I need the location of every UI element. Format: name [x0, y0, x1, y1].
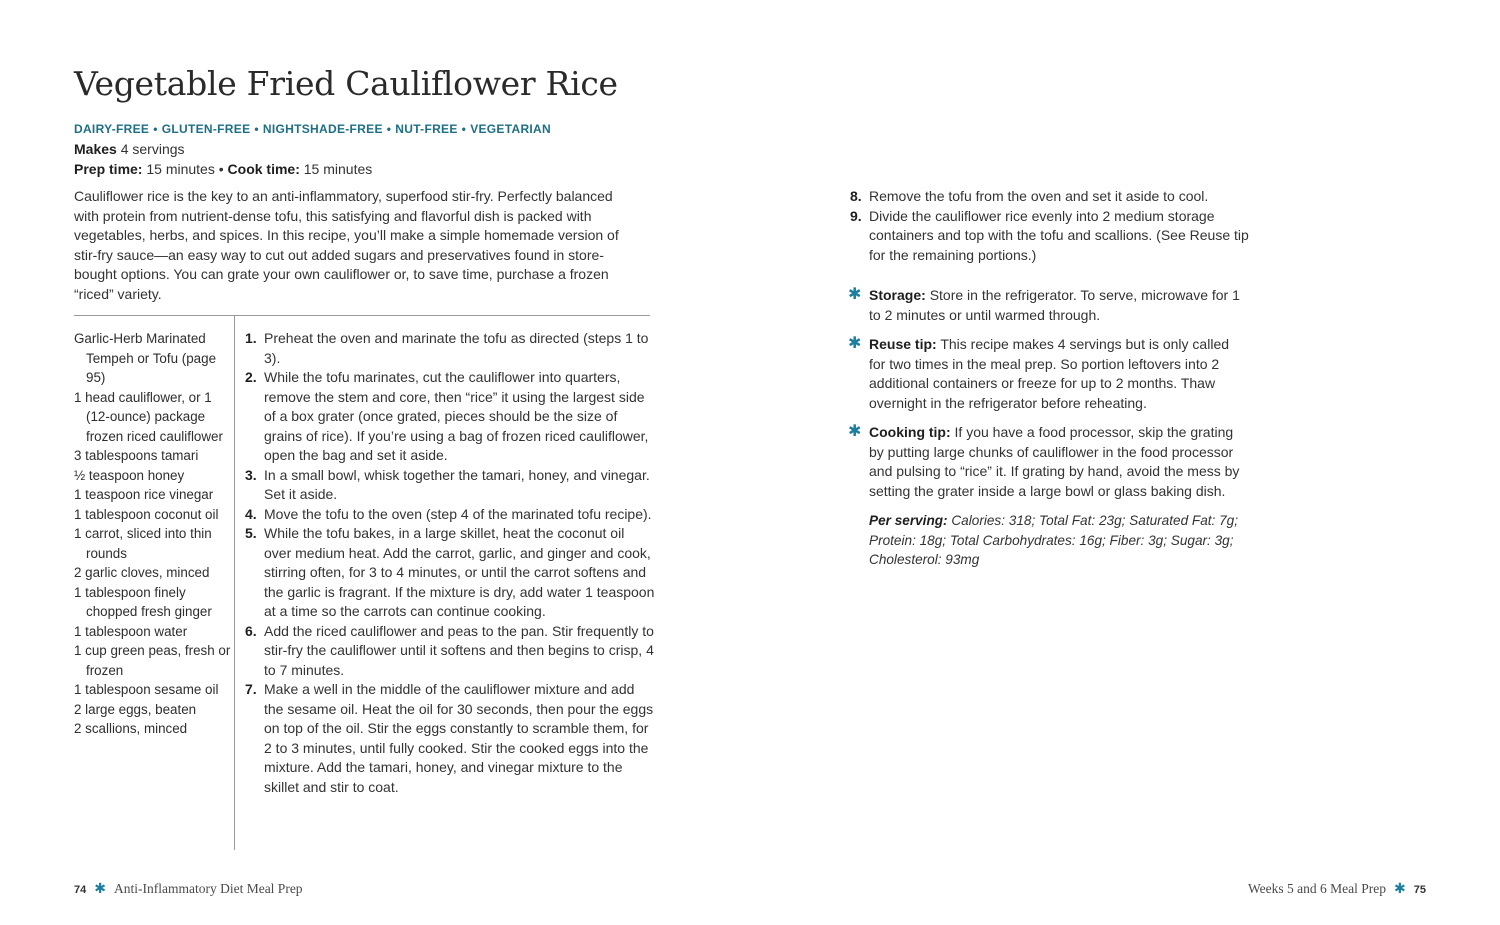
tag-nightshade-free: NIGHTSHADE-FREE	[262, 122, 383, 136]
tip-text: This recipe makes 4 servings but is only called for two times in the meal prep. So portion leftovers into 2 additional containers or freeze for up to 2 months. Thaw overnight in the refrigerator before reheating.	[869, 336, 1230, 411]
servings-line	[74, 141, 185, 157]
step-text: Divide the cauliflower rice evenly into 2 medium storage containers and top with the tofu and scallions. (See Reuse tip for the remaining portions.)	[869, 207, 1249, 263]
ingredient-item: 1 head cauliflower, or 1 (12-ounce) package frozen riced cauliflower	[74, 389, 223, 444]
step-text: Add the riced cauliflower and peas to the pan. Stir frequently to stir-fry the cauliflower until it softens and then begins to crisp, 4 to 7 minutes.	[264, 622, 654, 678]
makes-label: Makes	[74, 141, 117, 157]
step-item	[245, 466, 655, 505]
asterisk-icon: ✱	[848, 286, 862, 303]
recipe-title: Vegetable Fried Cauliflower Rice	[74, 64, 618, 103]
tag-separator: •	[153, 122, 158, 136]
step-text: Make a well in the middle of the cauliflower mixture and add the sesame oil. Heat the oil for 30 seconds, then pour the eggs on top of the oil. Stir the eggs constantly to scramble them, for 2 to 3 minutes, until fully cooked. Stir the cooked eggs into the mixture. Add the tamari, honey, and vinegar mixture to the skillet and stir to coat.	[264, 681, 654, 795]
step-number: 7.	[245, 681, 257, 697]
ingredient-item: 3 tablespoons tamari	[74, 448, 199, 463]
ingredient-item: Garlic-Herb Marinated Tempeh or Tofu (page 95)	[74, 331, 217, 385]
step-item	[245, 680, 655, 797]
step-item	[245, 505, 655, 525]
nutrition-label: Per serving:	[869, 513, 948, 528]
step-number: 3.	[245, 466, 257, 483]
recipe-intro: Cauliflower rice is the key to an anti-inflammatory, superfood stir-fry. Perfectly balanced with protein from nutrient-dense tofu, this satisfying and flavorful dish is packed with vegetables, herbs, and spices. In this recipe, you’ll make a simple homemade version of stir-fry sauce—an easy way to cut out added sugars and preservatives found in store-bought options. You can grate your own cauliflower or, to save time, purchase a frozen “riced” variety.	[74, 188, 619, 302]
step-text: While the tofu bakes, in a large skillet, heat the coconut oil over medium heat. Add the carrot, garlic, and ginger and cook, stirring often, for 3 to 4 minutes, or until the carrot softens and the garlic is fragrant. If the mixture is dry, add water 1 teaspoon at a time so the carrots can continue cooking.	[264, 525, 655, 619]
ingredient-item: 1 cup green peas, fresh or frozen	[74, 643, 231, 678]
time-separator: •	[218, 161, 224, 177]
step-number: 4.	[245, 505, 257, 522]
diet-tags	[74, 122, 551, 136]
footer-right	[1248, 880, 1426, 897]
ingredient-item: ½ teaspoon honey	[74, 467, 185, 483]
step-text: In a small bowl, whisk together the tamari, honey, and vinegar. Set it aside.	[264, 466, 650, 502]
tip-item	[848, 286, 1248, 325]
vertical-divider	[234, 316, 235, 850]
cook-value: 15 minutes	[303, 161, 373, 177]
prep-label: Prep time:	[74, 161, 143, 177]
step-number: 5.	[245, 525, 257, 541]
step-number: 8.	[850, 188, 862, 204]
step-item	[245, 622, 655, 681]
tag-dairy-free: DAIRY-FREE	[74, 122, 150, 136]
tip-text: If you have a food processor, skip the grating by putting large chunks of cauliflower in the food processor and pulsing to “rice” it. If grating by hand, avoid the mess by setting the grater inside a large bowl or glass baking dish.	[869, 424, 1240, 499]
step-number: 2.	[245, 369, 257, 385]
ingredient-list	[74, 329, 232, 739]
steps-list-right	[850, 187, 1250, 265]
makes-value: 4 servings	[120, 141, 185, 157]
ingredient-item: 1 carrot, sliced into thin rounds	[74, 526, 212, 561]
ingredient-item: 1 tablespoon water	[74, 623, 188, 639]
asterisk-icon: ✱	[1394, 880, 1406, 896]
step-number: 6.	[245, 622, 257, 639]
cook-label: Cook time:	[227, 161, 300, 177]
ingredient-item: 1 tablespoon coconut oil	[74, 506, 219, 522]
tip-label: Reuse tip:	[869, 336, 937, 352]
step-item	[245, 368, 655, 466]
asterisk-icon: ✱	[848, 423, 862, 440]
horizontal-divider	[74, 315, 650, 316]
running-head-left: Anti-Inflammatory Diet Meal Prep	[113, 881, 303, 896]
step-item	[245, 329, 655, 368]
tips-section	[848, 286, 1248, 511]
tip-label: Cooking tip:	[869, 424, 951, 440]
ingredient-item: 1 tablespoon sesame oil	[74, 682, 219, 697]
steps-list-left	[245, 329, 655, 797]
nutrition-text: Calories: 318; Total Fat: 23g; Saturated Fat: 7g; Protein: 18g; Total Carbohydrates: 16g; Fiber: 3g; Sugar: 3g; Cholesterol: 93mg	[869, 513, 1239, 567]
step-text: Preheat the oven and marinate the tofu as directed (steps 1 to 3).	[264, 330, 649, 366]
ingredient-item: 2 large eggs, beaten	[74, 701, 197, 717]
step-text: While the tofu marinates, cut the cauliflower into quarters, remove the stem and core, then “rice” it using the largest side of a box grater (once grated, pieces should be the size of grains of rice). If you’re using a bag of frozen riced cauliflower, open the bag and set it aside.	[264, 369, 649, 463]
prep-value: 15 minutes	[146, 161, 215, 177]
step-item	[245, 524, 655, 622]
time-line	[74, 161, 372, 177]
asterisk-icon: ✱	[848, 335, 862, 352]
step-text: Move the tofu to the oven (step 4 of the marinated tofu recipe).	[264, 505, 652, 522]
nutrition-info	[869, 511, 1249, 570]
ingredient-item: 2 garlic cloves, minced	[74, 565, 210, 580]
step-text: Remove the tofu from the oven and set it aside to cool.	[869, 188, 1209, 204]
page-number-right: 75	[1413, 884, 1426, 896]
step-number: 1.	[245, 330, 257, 346]
footer-left	[74, 880, 303, 897]
ingredient-item: 2 scallions, minced	[74, 721, 188, 736]
tag-gluten-free: GLUTEN-FREE	[161, 122, 251, 136]
tip-item	[848, 423, 1248, 501]
tag-separator: •	[254, 122, 259, 136]
ingredient-item: 1 tablespoon finely chopped fresh ginger	[74, 584, 212, 619]
ingredient-item: 1 teaspoon rice vinegar	[74, 487, 214, 502]
page-number-left: 74	[74, 884, 87, 896]
asterisk-icon: ✱	[94, 880, 106, 896]
step-item	[850, 187, 1250, 207]
tag-separator: •	[461, 122, 467, 136]
tag-separator: •	[386, 122, 392, 136]
tag-vegetarian: VEGETARIAN	[470, 122, 551, 136]
tip-label: Storage:	[869, 287, 926, 303]
running-head-right: Weeks 5 and 6 Meal Prep	[1248, 881, 1387, 896]
tip-item	[848, 335, 1248, 413]
step-item	[850, 207, 1250, 266]
tag-nut-free: NUT-FREE	[395, 122, 458, 136]
step-number: 9.	[850, 207, 862, 224]
tip-text: Store in the refrigerator. To serve, microwave for 1 to 2 minutes or until warmed through.	[869, 287, 1240, 323]
